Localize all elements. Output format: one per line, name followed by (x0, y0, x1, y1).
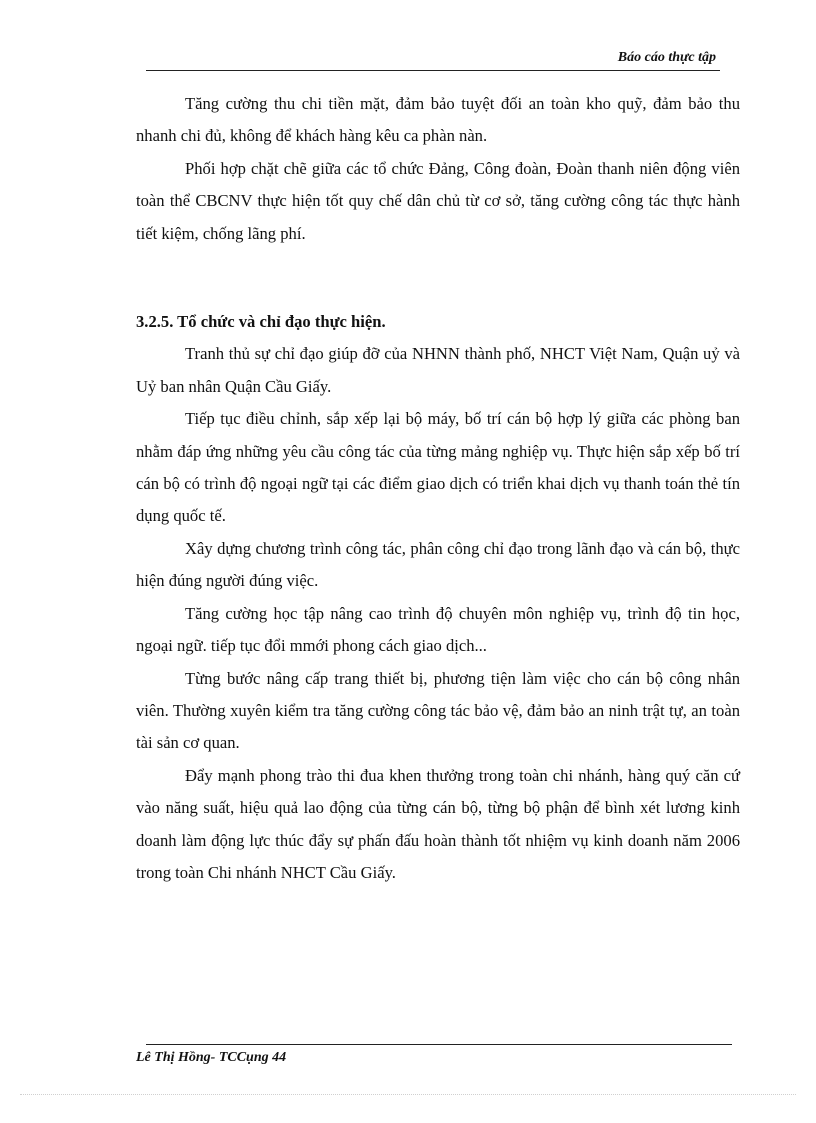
page-bottom-edge (20, 1094, 796, 1095)
footer-divider (146, 1044, 732, 1045)
document-body (136, 88, 740, 889)
paragraph: Đẩy mạnh phong trào thi đua khen thưởng trong toàn chi nhánh, hàng quý căn cứ vào năng suất, hiệu quả lao động của từng cán bộ, từng bộ phận để bình xét lương kinh doanh làm động lực thúc đẩy sự phấn đấu hoàn thành tốt nhiệm vụ kinh doanh năm 2006 trong toàn Chi nhánh NHCT Cầu Giấy. (136, 765, 740, 882)
paragraph: Tăng cường thu chi tiền mặt, đảm bảo tuyệt đối an toàn kho quỹ, đảm bảo thu nhanh chi đủ, không để khách hàng kêu ca phàn nàn. (136, 94, 740, 146)
section-heading: 3.2.5. Tổ chức và chỉ đạo thực hiện. (136, 312, 386, 332)
header-title: Báo cáo thực tập (617, 50, 716, 65)
footer-author: Lê Thị Hồng- TCCụng 44 (136, 1050, 287, 1065)
paragraph: Tranh thủ sự chỉ đạo giúp đỡ của NHNN thành phố, NHCT Việt Nam, Quận uỷ và Uỷ ban nhân Quận Cầu Giấy. (136, 344, 740, 396)
paragraph: Xây dựng chương trình công tác, phân công chỉ đạo trong lãnh đạo và cán bộ, thực hiện đúng người đúng việc. (136, 538, 740, 591)
page-header (146, 46, 720, 71)
paragraph: Tăng cường học tập nâng cao trình độ chuyên môn nghiệp vụ, trình độ tin học, ngoại ngữ. tiếp tục đổi mmới phong cách giao dịch... (136, 603, 740, 656)
paragraph: Phối hợp chặt chẽ giữa các tổ chức Đảng, Công đoàn, Đoàn thanh niên động viên toàn thể CBCNV thực hiện tốt quy chế dân chủ từ cơ sở, tăng cường công tác thực hành tiết kiệm, chống lãng phí. (136, 158, 740, 243)
paragraph: Từng bước nâng cấp trang thiết bị, phương tiện làm việc cho cán bộ công nhân viên. Thường xuyên kiểm tra tăng cường công tác bảo vệ, đảm bảo an ninh trật tự, an toàn tài sản cơ quan. (136, 668, 740, 753)
paragraph: Tiếp tục điều chỉnh, sắp xếp lại bộ máy, bố trí cán bộ hợp lý giữa các phòng ban nhằm đáp ứng những yêu cầu công tác của từng mảng nghiệp vụ. Thực hiện sắp xếp bố trí cán bộ có trình độ ngoại ngữ tại các điểm giao dịch có triển khai dịch vụ thanh toán thẻ tín dụng quốc tế. (136, 409, 740, 526)
